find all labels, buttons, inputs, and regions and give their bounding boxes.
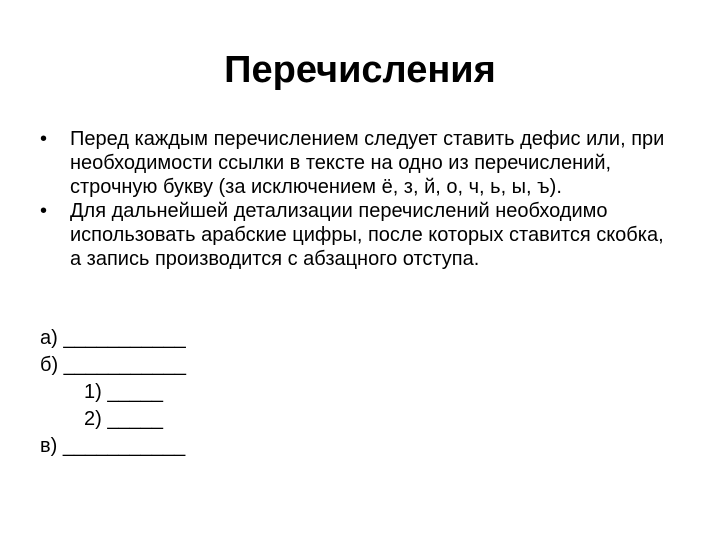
bullet-item xyxy=(40,127,680,199)
bullet-list xyxy=(40,127,680,271)
enum-item-a: а) ___________ xyxy=(40,327,186,349)
bullet-text: Перед каждым перечислением следует ставить дефис или, при необходимости ссылки в тексте на одно из перечислений, строчную букву (за исключением ё, з, й, о, ч, ь, ы, ъ). xyxy=(70,128,665,198)
enum-subitem-2: 2) _____ xyxy=(84,408,163,430)
enum-item-b: б) ___________ xyxy=(40,354,187,376)
bullet-marker: • xyxy=(40,200,48,222)
bullet-marker: • xyxy=(40,128,48,150)
enum-item-v: в) ___________ xyxy=(40,435,186,457)
bullet-item xyxy=(40,199,680,271)
bullet-text: Для дальнейшей детализации перечислений необходимо использовать арабские цифры, после которых ставится скобка, а запись производится с абзацного отступа. xyxy=(70,200,664,270)
slide-title: Перечисления xyxy=(224,49,496,91)
enum-subitem-1: 1) _____ xyxy=(84,381,163,403)
enumeration-example xyxy=(40,325,680,460)
